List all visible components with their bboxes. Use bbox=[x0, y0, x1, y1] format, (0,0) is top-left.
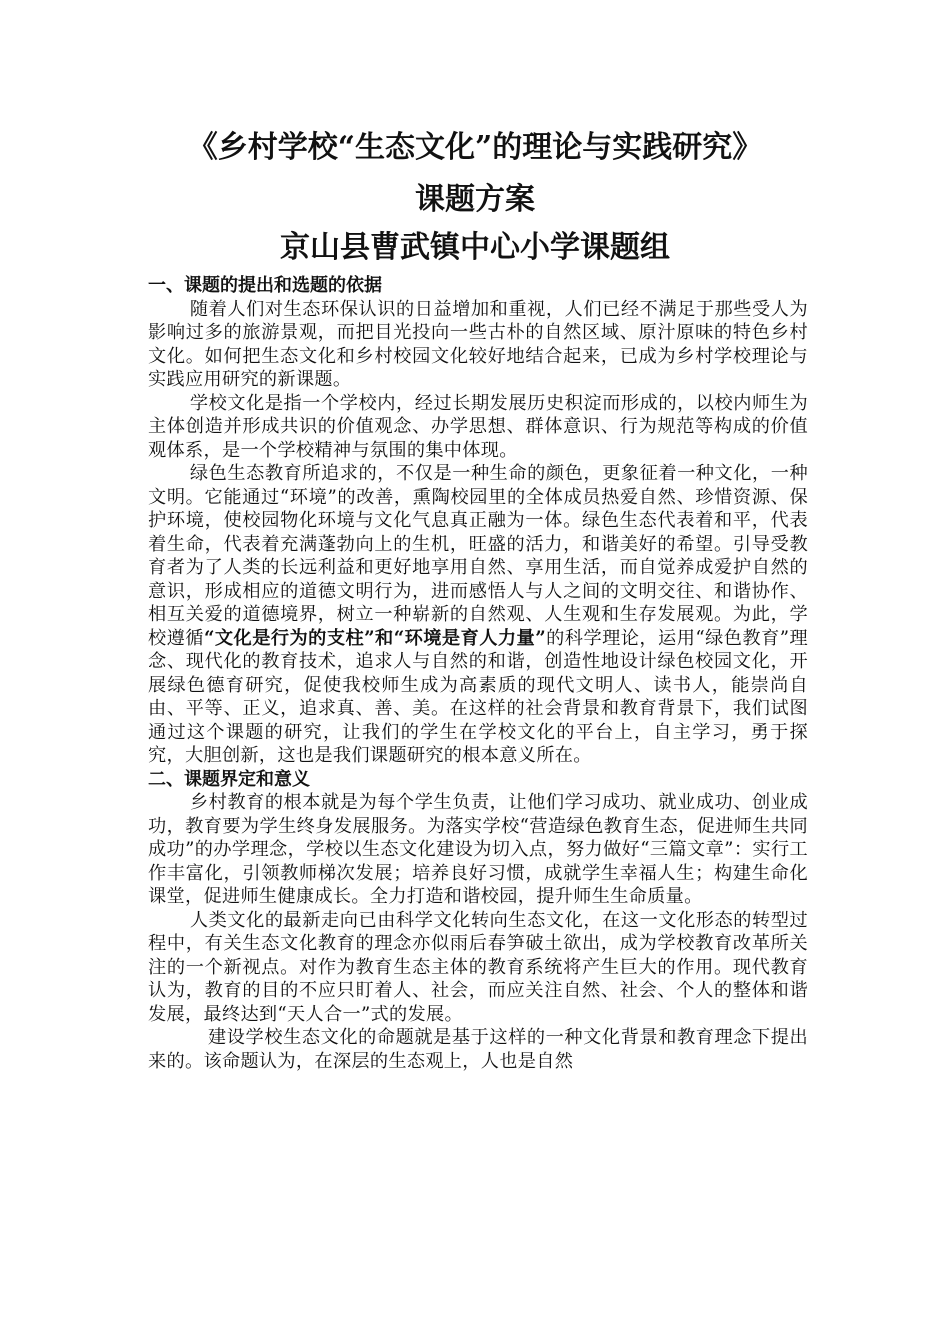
section1-paragraph-1: 随着人们对生态环保认识的日益增加和重视，人们已经不满足于那些受人为影响过多的旅游景观，而把目光投向一些古朴的自然区域、原汁原味的特色乡村文化。如何把生态文化和乡村校园文化较好地结合起来，已成为乡村学校理论与实践应用研究的新课题。 bbox=[148, 298, 808, 390]
section-heading-2: 二、课题界定和意义 bbox=[148, 768, 310, 790]
section2-paragraph-1: 乡村教育的根本就是为每个学生负责，让他们学习成功、就业成功、创业成功，教育要为学生终身发展服务。为落实学校“营造绿色教育生态，促进师生共同成功”的办学理念，学校以生态文化建设为切入点，努力做好“三篇文章”：实行工作丰富化，引领教师梯次发展；培养良好习惯，成就学生幸福人生；构建生命化课堂，促进师生健康成长。全力打造和谐校园，提升师生生命质量。 bbox=[148, 792, 808, 907]
document-author-group: 京山县曹武镇中心小学课题组 bbox=[280, 230, 670, 265]
section1-paragraph-3 bbox=[148, 462, 808, 768]
document-body bbox=[148, 274, 808, 1073]
section2-paragraph-2: 人类文化的最新走向已由科学文化转向生态文化，在这一文化形态的转型过程中，有关生态文化教育的理念亦似雨后春笋破土欲出，成为学校教育改革所关注的一个新视点。对作为教育生态主体的教育系统将产生巨大的作用。现代教育认为，教育的目的不应只盯着人、社会，而应关注自然、社会、个人的整体和谐发展，最终达到“天人合一”式的发展。 bbox=[148, 909, 808, 1025]
section1-paragraph-2: 学校文化是指一个学校内，经过长期发展历史积淀而形成的，以校内师生为主体创造并形成共识的价值观念、办学思想、群体意识、行为规范等构成的价值观体系，是一个学校精神与氛围的集中体现。 bbox=[148, 392, 808, 461]
section2-paragraph-3: 建设学校生态文化的命题就是基于这样的一种文化背景和教育理念下提出来的。该命题认为，在深层的生态观上，人也是自然 bbox=[148, 1027, 808, 1072]
document-title: 《乡村学校“生态文化”的理论与实践研究》 bbox=[187, 130, 763, 165]
document-subtitle: 课题方案 bbox=[415, 182, 535, 217]
paragraph-text: 绿色生态教育所追求的，不仅是一种生命的颜色，更象征着一种文化，一种文明。它能通过“环境”的改善，熏陶校园里的全体成员热爱自然、珍惜资源、保护环境，使校园物化环境与文化气息真正融为一体。绿色生态代表着和平，代表着生命，代表着充满蓬勃向上的生机，旺盛的活力，和谐美好的希望。引导受教育者为了人类的长远利益和更好地享用自然、享用生活，而自觉养成爱护自然的意识，形成相应的道德文明行为，进而感悟人与人之间的文明交往、和谐协作、相互关爱的道德境界，树立一种崭新的自然观、人生观和生存发展观。为此，学校遵循 bbox=[148, 463, 808, 649]
emphasized-text: “文化是行为的支柱”和“环境是育人力量” bbox=[203, 627, 546, 649]
paragraph-text: 的科学理论，运用“绿色教育”理念、现代化的教育技术，追求人与自然的和谐，创造性地设计绿色校园文化，开展绿色德育研究，促使我校师生成为高素质的现代文明人、读书人，能崇尚自由、平等、正义，追求真、善、美。在这样的社会背景和教育背景下，我们试图通过这个课题的研究，让我们的学生在学校文化的平台上，自主学习，勇于探究，大胆创新，这也是我们课题研究的根本意义所在。 bbox=[148, 627, 808, 766]
section-heading-1: 一、课题的提出和选题的依据 bbox=[148, 275, 382, 296]
